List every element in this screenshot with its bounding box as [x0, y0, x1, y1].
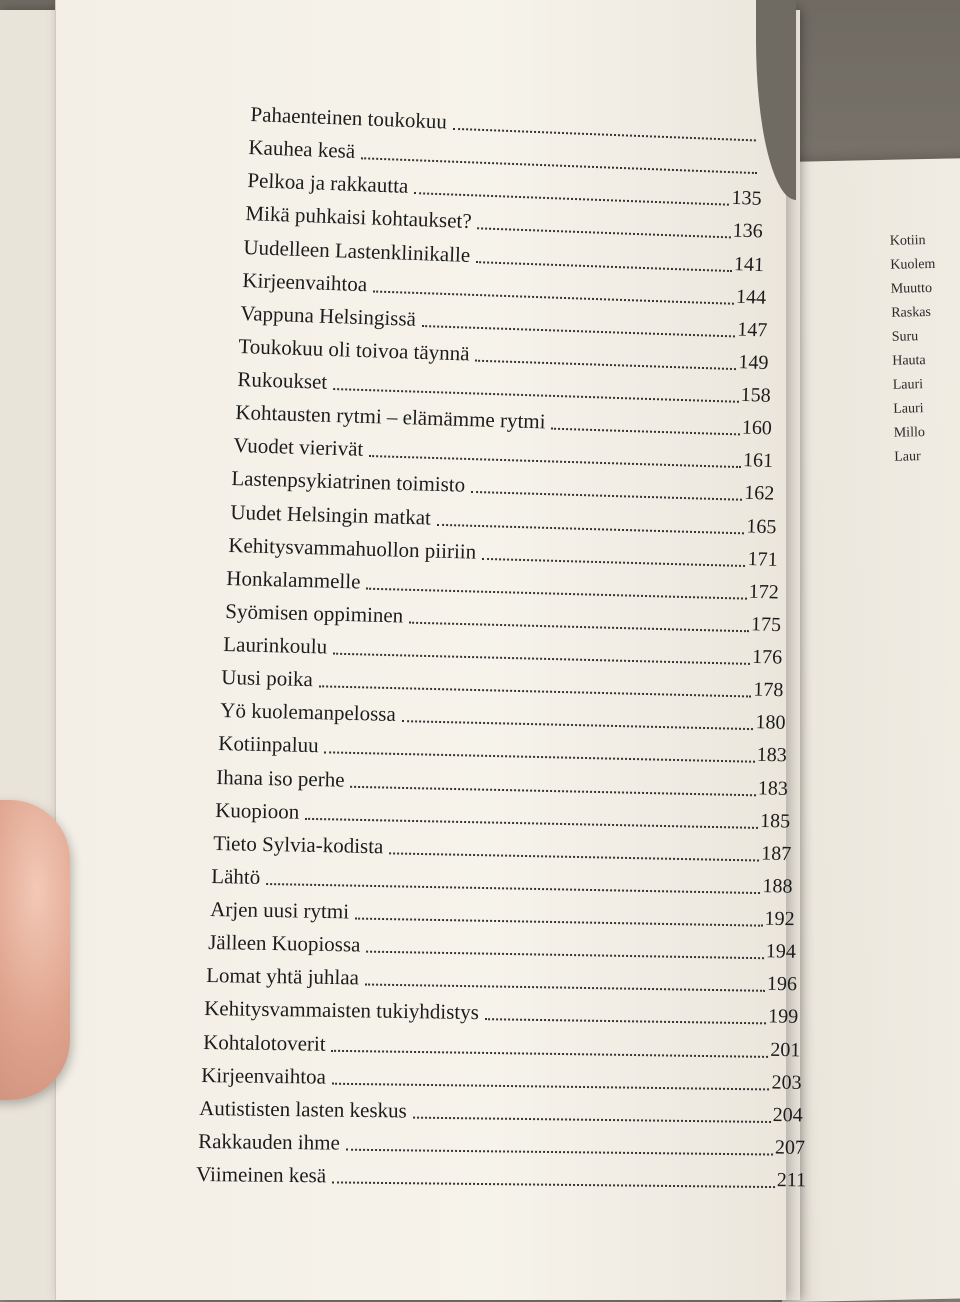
toc-entry-page: 165: [745, 514, 777, 538]
toc-entry-page: 180: [754, 711, 786, 735]
toc-entry-page: 183: [756, 744, 787, 767]
toc-leader-dots: [422, 324, 735, 337]
toc-entry: [203, 1028, 801, 1064]
toc-entry-page: 199: [768, 1005, 799, 1029]
right-toc-entry: Lauri: [893, 401, 924, 417]
right-toc-entry: Kotiin: [889, 233, 926, 249]
toc-leader-dots: [367, 586, 747, 599]
toc-entry: [206, 961, 797, 998]
toc-entry-page: 211: [776, 1169, 807, 1192]
toc-entry: [210, 895, 795, 933]
toc-entry-page: 196: [766, 973, 798, 996]
toc-entry-page: 201: [769, 1038, 801, 1061]
right-toc-entry: Millo: [893, 425, 926, 441]
toc-entry: [213, 829, 792, 868]
toc-entry-title: Lomat yhtä juhlaa: [206, 963, 360, 990]
toc-entry-page: 135: [730, 187, 762, 211]
toc-leader-dots: [436, 522, 744, 534]
toc-entry: [211, 862, 793, 901]
toc-entry: [216, 763, 788, 803]
toc-entry-page: 207: [774, 1136, 805, 1159]
right-toc-entry: Suru: [891, 329, 919, 345]
toc-entry-title: Jälleen Kuopiossa: [207, 930, 361, 957]
toc-leader-dots: [266, 882, 760, 894]
toc-entry-title: Arjen uusi rytmi: [209, 897, 349, 924]
thumb: [0, 800, 70, 1100]
toc-leader-dots: [476, 260, 732, 272]
toc-leader-dots: [485, 1018, 766, 1025]
toc-entry-page: 178: [753, 678, 784, 702]
toc-leader-dots: [409, 621, 749, 633]
toc-entry-title: Uusi poika: [221, 665, 314, 692]
toc-leader-dots: [345, 1148, 772, 1156]
toc-entry-page: 192: [763, 907, 795, 931]
toc-leader-dots: [333, 652, 750, 665]
toc-entry-title: Rakkauden ihme: [197, 1128, 340, 1155]
toc-entry: [196, 1160, 806, 1194]
toc-leader-dots: [482, 556, 746, 566]
toc-entry-page: 183: [757, 776, 789, 800]
toc-leader-dots: [332, 387, 738, 403]
toc-entry-title: Kirjeenvaihtoa: [241, 267, 368, 296]
toc-entry-page: 194: [765, 940, 796, 963]
toc-entry-title: Viimeinen kesä: [196, 1162, 327, 1188]
toc-entry-title: Yö kuolemanpelossa: [219, 698, 396, 727]
toc-entry-title: Rukoukset: [236, 367, 328, 394]
toc-entry-title: Mikä puhkaisi kohtaukset?: [245, 201, 473, 234]
toc-entry-page: 175: [750, 613, 781, 636]
toc-entry: [204, 994, 798, 1031]
toc-entry-page: 161: [742, 449, 774, 473]
toc-entry-title: Kehitysvammaisten tukiyhdistys: [204, 996, 480, 1025]
toc-entry: [198, 1127, 805, 1162]
toc-leader-dots: [351, 784, 756, 795]
toc-entry-title: Lähtö: [211, 863, 261, 889]
toc-leader-dots: [332, 1081, 770, 1090]
toc-entry-page: 172: [748, 580, 780, 604]
toc-leader-dots: [372, 289, 733, 304]
toc-entry-title: Tieto Sylvia-kodista: [212, 830, 384, 859]
toc-entry-page: 176: [751, 645, 783, 669]
toc-entry-title: Syömisen oppiminen: [224, 598, 404, 628]
toc-leader-dots: [476, 359, 737, 370]
toc-entry: [208, 928, 796, 966]
toc-entry-title: Kohtausten rytmi – elämämme rytmi: [234, 400, 546, 434]
toc-entry-title: Laurinkoulu: [223, 632, 328, 659]
toc-leader-dots: [413, 1115, 771, 1122]
toc-entry-title: Vuodet vierivät: [233, 433, 364, 462]
toc-leader-dots: [453, 127, 756, 142]
toc-entry-title: Pelkoa ja rakkautta: [246, 168, 409, 199]
toc-leader-dots: [551, 427, 739, 436]
toc-entry-page: 147: [736, 318, 768, 342]
toc-entry-title: Autististen lasten keskus: [199, 1095, 408, 1123]
toc-leader-dots: [365, 983, 765, 992]
toc-leader-dots: [354, 917, 762, 927]
toc-entry-page: 203: [771, 1071, 802, 1094]
toc-leader-dots: [477, 227, 730, 239]
toc-entry-title: Kuopioon: [214, 797, 300, 824]
toc-entry-page: 185: [759, 809, 790, 833]
toc-entry: [215, 796, 790, 836]
toc-leader-dots: [305, 816, 758, 828]
toc-entry-title: Uudelleen Lastenklinikalle: [243, 234, 471, 267]
right-toc-entry: Laur: [894, 449, 921, 465]
toc-leader-dots: [401, 719, 753, 730]
toc-leader-dots: [389, 851, 759, 861]
toc-entry-title: Honkalammelle: [226, 565, 362, 594]
right-toc-entry: Hauta: [892, 353, 926, 369]
toc-entry: [199, 1094, 803, 1129]
toc-entry-title: Kehitysvammahuollon piiriin: [228, 532, 477, 564]
toc-entry-title: Ihana iso perhe: [216, 764, 346, 792]
toc-entry-title: Toukokuu oli toivoa täynnä: [238, 333, 471, 366]
toc-leader-dots: [366, 950, 763, 960]
toc-leader-dots: [471, 490, 742, 501]
toc-leader-dots: [369, 454, 741, 468]
toc-entry-page: 144: [735, 285, 767, 309]
toc-entry-title: Kauhea kesä: [248, 135, 356, 164]
right-toc-entry: Raskas: [891, 304, 932, 321]
toc-entry-page: 187: [760, 842, 792, 865]
toc-entry-title: Lastenpsykiatrinen toimisto: [231, 466, 466, 498]
toc-entry-title: Pahaenteinen toukokuu: [250, 102, 448, 134]
toc-leader-dots: [332, 1180, 775, 1188]
toc-entry-page: 171: [747, 547, 778, 571]
toc-entry-title: Kotiinpaluu: [217, 731, 319, 758]
toc-entry-title: Kirjeenvaihtoa: [201, 1062, 327, 1089]
toc-entry-page: 204: [772, 1103, 804, 1127]
toc-leader-dots: [324, 751, 754, 763]
right-toc-entry: Muutto: [890, 280, 933, 297]
toc-entry-page: 141: [733, 252, 765, 276]
toc-entry-page: 158: [739, 383, 771, 407]
toc-entry-title: Uudet Helsingin matkat: [229, 499, 432, 530]
toc-entry-title: Kohtalotoverit: [202, 1029, 326, 1056]
toc-entry-title: Vappuna Helsingissä: [239, 300, 417, 331]
right-toc-entry: Lauri: [892, 377, 924, 393]
toc-leader-dots: [331, 1048, 768, 1057]
toc-entry: [218, 729, 787, 769]
toc-entry-page: 160: [741, 416, 773, 440]
toc-entry-page: 162: [744, 482, 775, 506]
toc-entry-page: 188: [762, 874, 793, 898]
toc-leader-dots: [414, 191, 729, 206]
toc-entry-page: 136: [732, 219, 764, 243]
right-toc-entry: Kuolem: [890, 256, 936, 273]
toc-entry: [201, 1061, 802, 1097]
toc-leader-dots: [319, 684, 752, 697]
toc-entry-page: 149: [738, 351, 770, 374]
